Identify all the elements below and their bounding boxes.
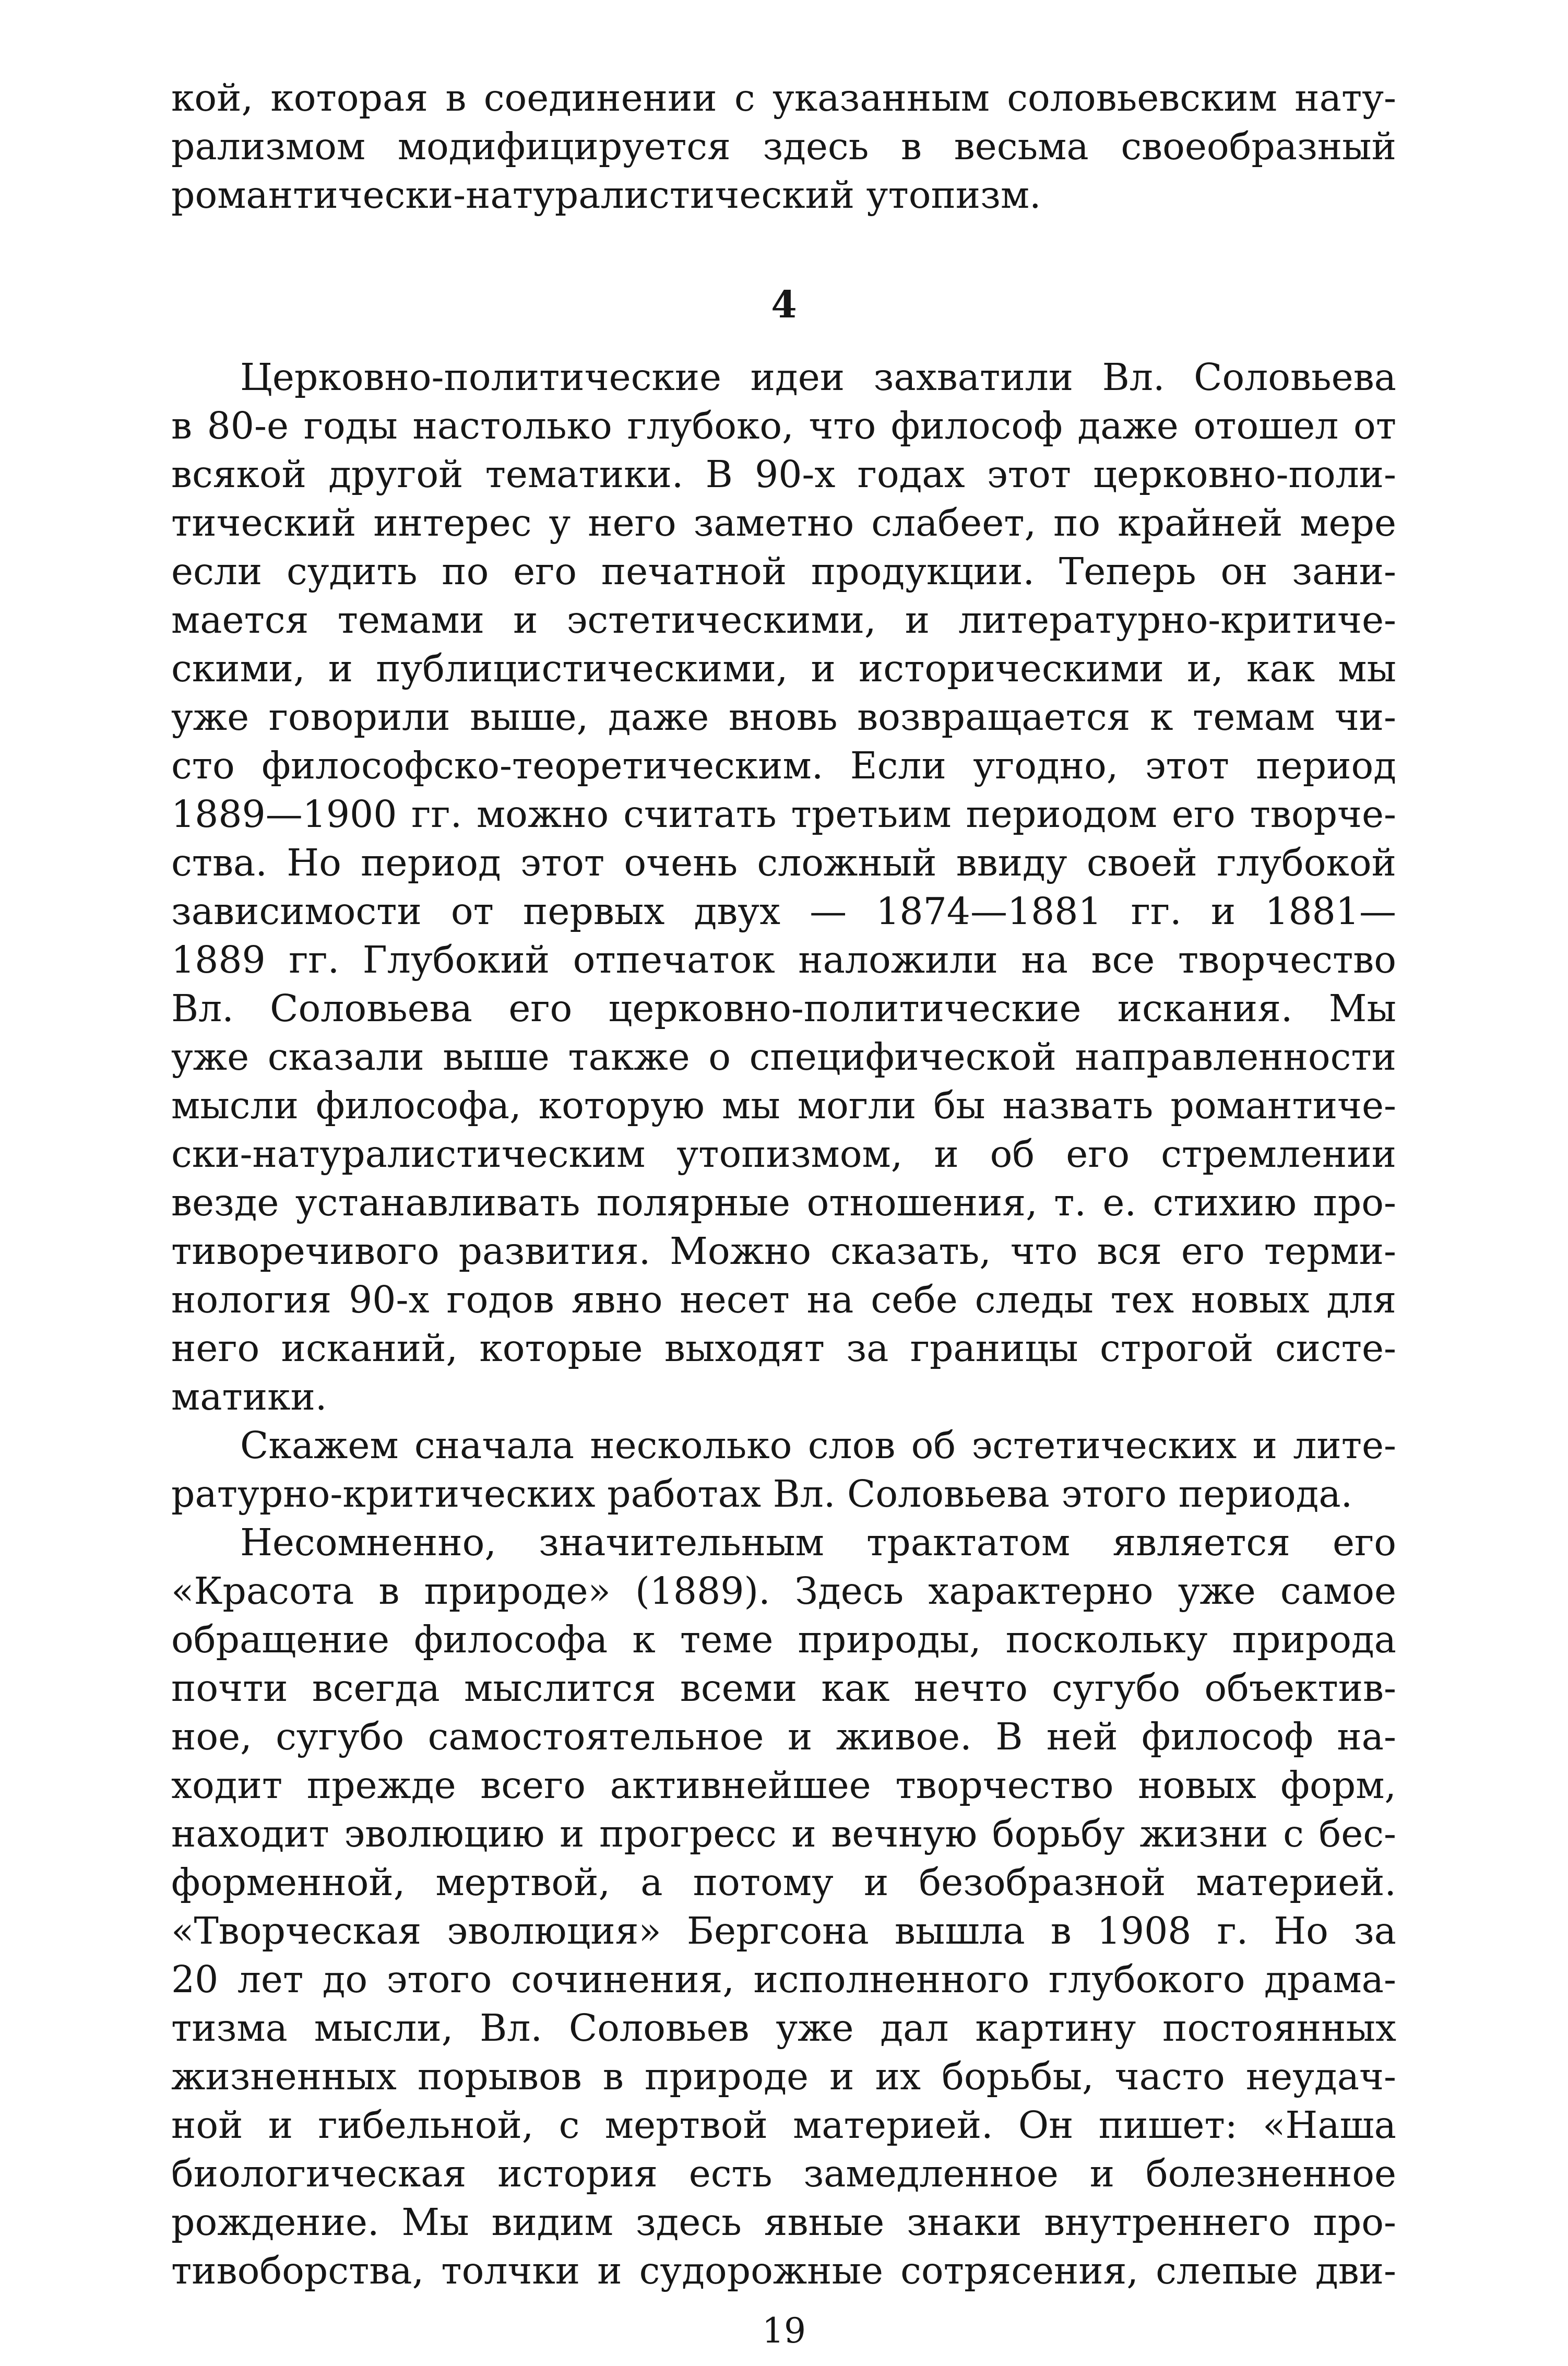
text-line: тиворечивого развития. Можно сказать, что вся его терми-: [171, 1229, 1396, 1273]
text-line: всякой другой тематики. В 90-х годах этот церковно-поли-: [171, 453, 1396, 496]
text-line: находит эволюцию и прогресс и вечную борьбу жизни с бес-: [171, 1812, 1396, 1855]
text-line: уже сказали выше также о специфической направленности: [171, 1035, 1396, 1079]
text-line: тивоборства, толчки и судорожные сотрясения, слепые дви-: [171, 2249, 1396, 2292]
text-line: ски-натуралистическим утопизмом, и об его стремлении: [171, 1132, 1396, 1176]
text-line: мается темами и эстетическими, и литературно-критиче-: [171, 598, 1396, 642]
text-line: 1889 гг. Глубокий отпечаток наложили на все творчество: [171, 938, 1396, 981]
text-line: ства. Но период этот очень сложный ввиду своей глубокой: [171, 841, 1396, 884]
text-line: нология 90-х годов явно несет на себе следы тех новых для: [171, 1278, 1396, 1321]
text-line: форменной, мертвой, а потому и безобразной материей.: [171, 1861, 1396, 1904]
text-line: в 80-е годы настолько глубоко, что философ даже отошел от: [171, 404, 1396, 447]
text-line: романтически-натуралистический утопизм.: [171, 173, 1041, 217]
text-line: биологическая история есть замедленное и болезненное: [171, 2152, 1396, 2195]
text-line: почти всегда мыслится всеми как нечто сугубо объектив-: [171, 1666, 1396, 1710]
text-line: тизма мысли, Вл. Соловьев уже дал картину постоянных: [171, 2006, 1396, 2050]
text-line: ходит прежде всего активнейшее творчество новых форм,: [171, 1764, 1396, 1807]
page-number: 19: [762, 2311, 806, 2351]
text-line: «Красота в природе» (1889). Здесь характерно уже самое: [171, 1569, 1396, 1613]
section-number: 4: [771, 282, 797, 326]
text-line: матики.: [171, 1375, 327, 1418]
text-line: него исканий, которые выходят за границы строгой систе-: [171, 1327, 1396, 1370]
text-line: 1889—1900 гг. можно считать третьим периодом его творче-: [171, 792, 1396, 836]
text-line: ратурно-критических работах Вл. Соловьева этого периода.: [171, 1472, 1353, 1516]
text-line: если судить по его печатной продукции. Теперь он зани-: [171, 550, 1396, 593]
text-line: рождение. Мы видим здесь явные знаки внутреннего про-: [171, 2201, 1396, 2244]
text-line: зависимости от первых двух — 1874—1881 гг. и 1881—: [171, 890, 1396, 933]
text-line: Вл. Соловьева его церковно-политические искания. Мы: [171, 987, 1396, 1030]
text-line: скими, и публицистическими, и историческими и, как мы: [171, 647, 1396, 690]
text-line: тический интерес у него заметно слабеет, по крайней мере: [171, 501, 1396, 545]
text-line: сто философско-теоретическим. Если угодно, этот период: [171, 744, 1396, 787]
text-line: мысли философа, которую мы могли бы назвать романтиче-: [171, 1084, 1396, 1127]
text-line: ной и гибельной, с мертвой материей. Он пишет: «Наша: [171, 2103, 1396, 2147]
text-line: ное, сугубо самостоятельное и живое. В ней философ на-: [171, 1715, 1396, 1758]
text-line: Несомненно, значительным трактатом является его: [240, 1521, 1396, 1564]
text-line: Церковно-политические идеи захватили Вл. Соловьева: [240, 356, 1396, 399]
text-line: рализмом модифицируется здесь в весьма своеобразный: [171, 125, 1396, 168]
text-line: обращение философа к теме природы, поскольку природа: [171, 1618, 1396, 1661]
text-line: везде устанавливать полярные отношения, т. е. стихию про-: [171, 1181, 1396, 1224]
text-line: жизненных порывов в природе и их борьбы, часто неудач-: [171, 2055, 1396, 2098]
text-line: «Творческая эволюция» Бергсона вышла в 1908 г. Но за: [171, 1909, 1396, 1953]
text-line: уже говорили выше, даже вновь возвращается к темам чи-: [171, 695, 1396, 739]
text-line: 20 лет до этого сочинения, исполненного глубокого драма-: [171, 1958, 1396, 2001]
text-line: кой, которая в соединении с указанным соловьевским нату-: [171, 76, 1396, 120]
text-line: Скажем сначала несколько слов об эстетических и лите-: [240, 1424, 1396, 1467]
